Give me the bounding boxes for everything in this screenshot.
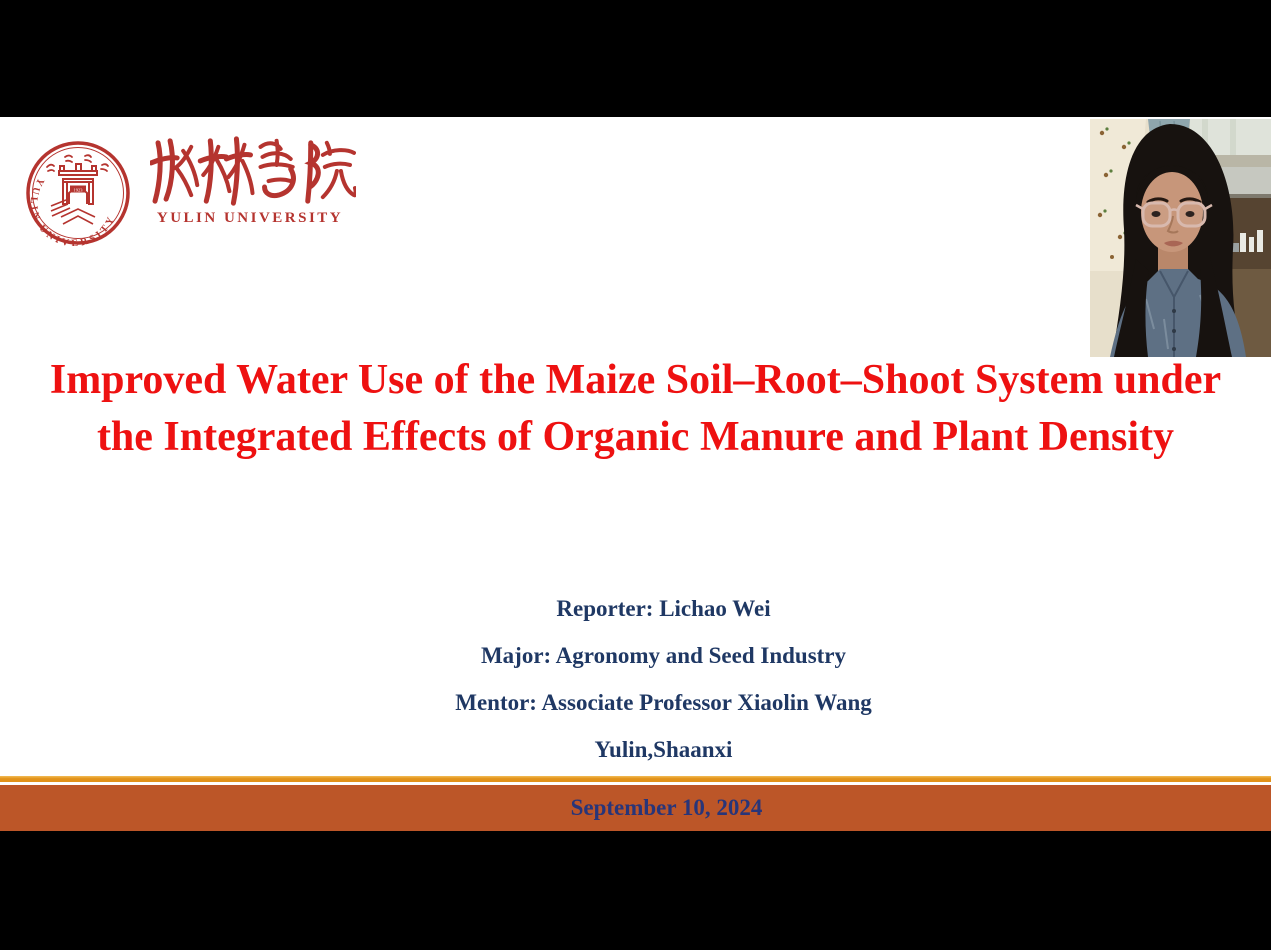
university-wordmark: YULIN UNIVERSITY	[156, 210, 344, 226]
university-seal-logo	[22, 140, 134, 246]
gold-divider-line	[0, 776, 1271, 782]
credits-block	[28, 596, 1271, 762]
calligraphy-strokes-icon	[150, 135, 356, 211]
seal-year-text: 1923	[73, 187, 83, 193]
mentor-line: Mentor: Associate Professor Xiaolin Wang	[455, 690, 872, 715]
slide-title	[0, 352, 1271, 466]
presentation-slide	[0, 117, 1271, 831]
presentation-date: September 10, 2024	[570, 795, 763, 820]
major-line: Major: Agronomy and Seed Industry	[480, 643, 847, 668]
location-line: Yulin,Shaanxi	[594, 737, 733, 762]
slide-title-line2: the Integrated Effects of Organic Manure and Plant Density	[96, 414, 1175, 460]
reporter-line: Reporter: Lichao Wei	[556, 596, 771, 621]
seal-ring-text: YULIN UNIVERSITY	[27, 175, 118, 246]
webcam-presenter-image	[1090, 119, 1271, 357]
webcam-video-tile[interactable]	[1090, 119, 1271, 357]
date-banner	[0, 785, 1271, 831]
university-seal-icon	[22, 140, 134, 246]
slide-title-line1: Improved Water Use of the Maize Soil–Root–Shoot System under	[49, 357, 1222, 403]
calligraphy-logo	[150, 135, 356, 211]
